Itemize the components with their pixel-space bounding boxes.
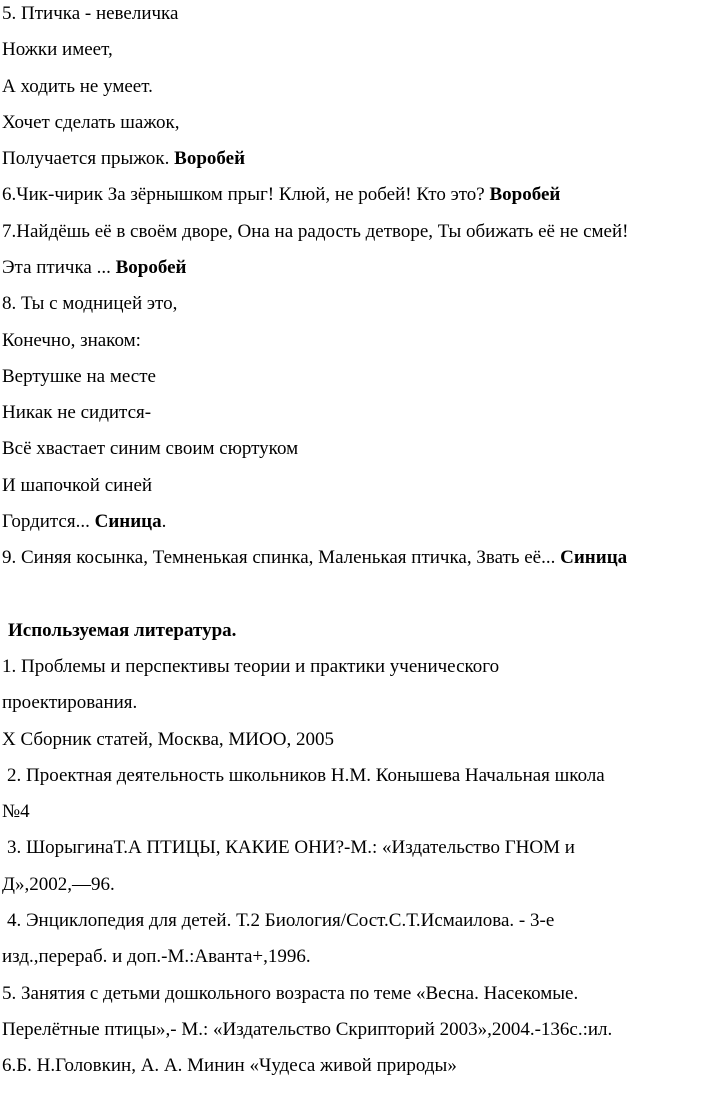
riddle-9-text: 9. Синяя косынка, Темненькая спинка, Маленькая птичка, Звать её... bbox=[2, 547, 561, 568]
riddle-5-line-1: 5. Птичка - невеличка bbox=[2, 3, 179, 24]
riddle-8-line-4: Никак не сидится- bbox=[2, 402, 152, 423]
literature-heading: Используемая литература. bbox=[8, 620, 237, 641]
literature-item-2-line-2: №4 bbox=[2, 801, 30, 822]
riddle-5-line-4: Хочет сделать шажок, bbox=[2, 112, 180, 133]
riddle-8-line-6: И шапочкой синей bbox=[2, 475, 153, 496]
literature-item-3-line-1: 3. ШорыгинаТ.А ПТИЦЫ, КАКИЕ ОНИ?-М.: «Издательство ГНОМ и bbox=[7, 837, 575, 858]
literature-item-5-line-1: 5. Занятия с детьми дошкольного возраста по теме «Весна. Насекомые. bbox=[2, 983, 579, 1004]
literature-item-5-line-2: Перелётные птицы»,- М.: «Издательство Скрипторий 2003»,2004.-136с.:ил. bbox=[2, 1019, 613, 1040]
riddle-6-line bbox=[2, 183, 560, 207]
riddle-8-answer: Синица bbox=[94, 511, 162, 532]
riddle-7-text: Эта птичка ... bbox=[2, 257, 116, 278]
riddle-5-line-5 bbox=[2, 147, 245, 171]
riddle-7-line-2 bbox=[2, 256, 186, 280]
literature-item-3-line-2: Д»,2002,—96. bbox=[2, 874, 115, 895]
riddle-6-answer: Воробей bbox=[489, 184, 561, 205]
literature-item-2-line-1: 2. Проектная деятельность школьников Н.М. Конышева Начальная школа bbox=[7, 765, 605, 786]
riddle-5-text: Получается прыжок. bbox=[2, 148, 175, 169]
riddle-7-line-1: 7.Найдёшь её в своём дворе, Она на радость детворе, Ты обижать её не смей! bbox=[2, 221, 629, 242]
riddle-6-text: 6.Чик-чирик За зёрнышком прыг! Клюй, не робей! Кто это? bbox=[2, 184, 490, 205]
riddle-8-text: Гордится... bbox=[2, 511, 95, 532]
riddle-8-tail: . bbox=[161, 511, 167, 532]
literature-item-1-line-2: проектирования. bbox=[2, 692, 138, 713]
riddle-5-answer: Воробей bbox=[174, 148, 246, 169]
riddle-7-answer: Воробей bbox=[115, 257, 187, 278]
riddle-5-line-3: А ходить не умеет. bbox=[2, 76, 153, 97]
literature-item-4-line-1: 4. Энциклопедия для детей. Т.2 Биология/Сост.С.Т.Исмаилова. - 3-е bbox=[7, 910, 555, 931]
riddle-8-line-1: 8. Ты с модницей это, bbox=[2, 293, 178, 314]
literature-item-4-line-2: изд.,перераб. и доп.-М.:Аванта+,1996. bbox=[2, 946, 311, 967]
riddle-9-answer: Синица bbox=[560, 547, 628, 568]
riddle-5-line-2: Ножки имеет, bbox=[2, 39, 113, 60]
literature-item-1-line-1: 1. Проблемы и перспективы теории и практики ученического bbox=[2, 656, 500, 677]
riddle-8-line-3: Вертушке на месте bbox=[2, 366, 156, 387]
riddle-8-line-5: Всё хвастает синим своим сюртуком bbox=[2, 438, 299, 459]
literature-item-6-line-1: 6.Б. Н.Головкин, А. А. Минин «Чудеса живой природы» bbox=[2, 1055, 457, 1076]
riddle-8-line-7 bbox=[2, 510, 166, 534]
literature-item-1-line-3: Х Сборник статей, Москва, МИОО, 2005 bbox=[2, 729, 334, 750]
riddle-9-line bbox=[2, 546, 627, 570]
riddle-8-line-2: Конечно, знаком: bbox=[2, 330, 141, 351]
